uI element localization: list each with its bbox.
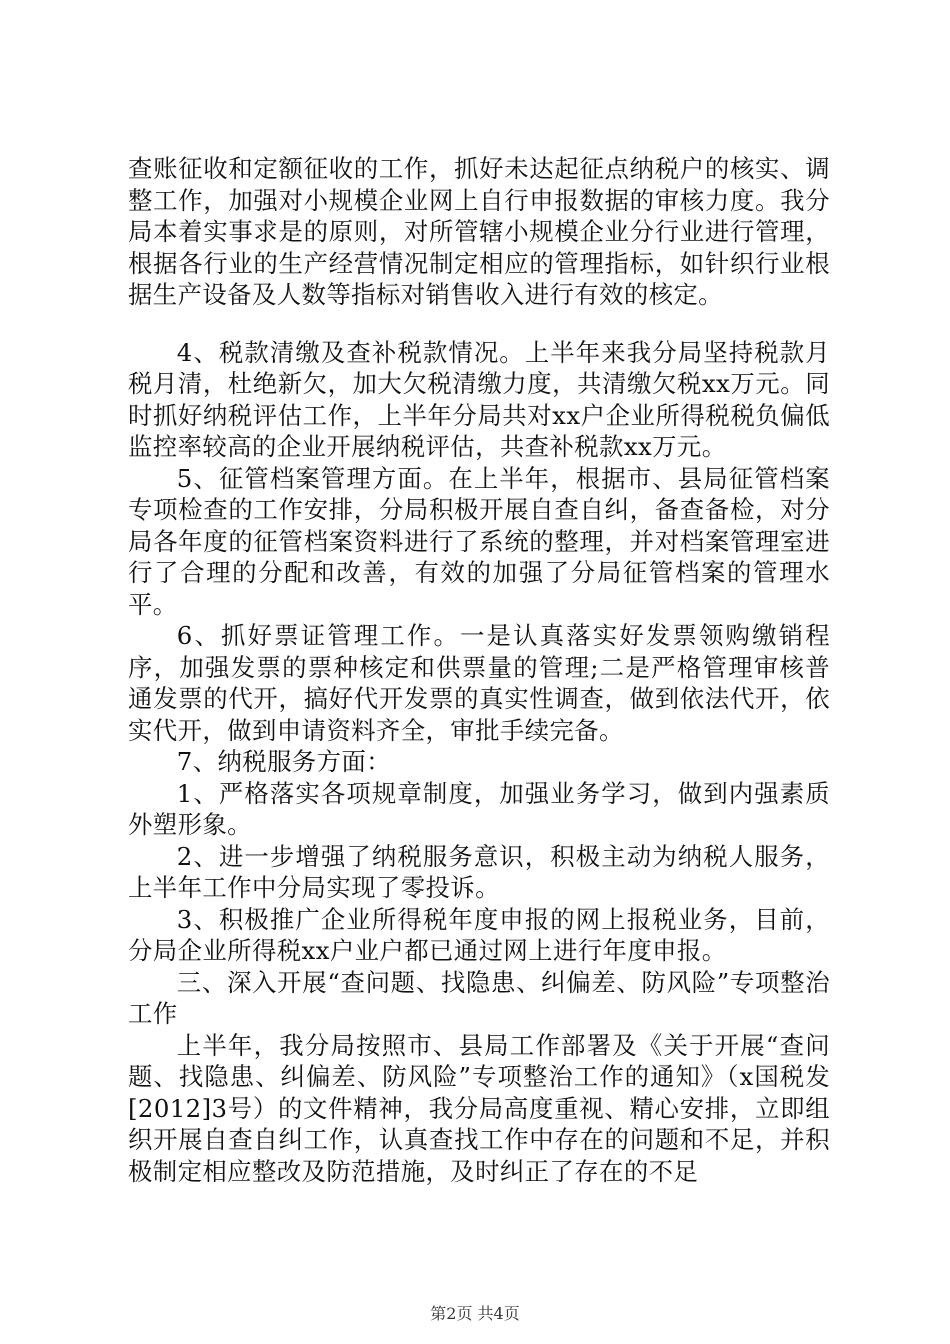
paragraph-gap bbox=[128, 311, 830, 337]
paragraph-continuation: 查账征收和定额征收的工作，抓好未达起征点纳税户的核实、调整工作，加强对小规模企业网上自行申报数据的审核力度。我分局本着实事求是的原则，对所管辖小规模企业分行业进行管理，根据各行业的生产经营情况制定相应的管理指标，如针织行业根据生产设备及人数等指标对销售收入进行有效的核定。 bbox=[128, 154, 830, 309]
paragraph-service-item-1: 1、严格落实各项规章制度，加强业务学习，做到内强素质外塑形象。 bbox=[128, 778, 830, 839]
document-body bbox=[128, 153, 830, 1187]
paragraph-service-item-2: 2、进一步增强了纳税服务意识，积极主动为纳税人服务，上半年工作中分局实现了零投诉。 bbox=[128, 841, 830, 902]
section-heading-rectification: 三、深入开展“查问题、找隐患、纠偏差、防风险”专项整治工作 bbox=[128, 967, 830, 1028]
paragraph-rectification-body: 上半年，我分局按照市、县局工作部署及《关于开展“查问题、找隐患、纠偏差、防风险”专项整治工作的通知》（x国税发[2012]3号）的文件精神，我分局高度重视、精心安排，立即组织开展自查自纠工作，认真查找工作中存在的问题和不足，并积极制定相应整改及防范措施，及时纠正了存在的不足 bbox=[128, 1030, 830, 1186]
page-footer: 第2页 共4页 bbox=[430, 1304, 520, 1323]
paragraph-invoice-management: 6、抓好票证管理工作。一是认真落实好发票领购缴销程序，加强发票的票种核定和供票量的管理;二是严格管理审核普通发票的代开，搞好代开发票的真实性调查，做到依法代开，依实代开，做到申请资料齐全，审批手续完备。 bbox=[128, 621, 830, 745]
paragraph-tax-service-heading: 7、纳税服务方面： bbox=[176, 747, 392, 776]
paragraph-service-item-3: 3、积极推广企业所得税年度申报的网上报税业务，目前，分局企业所得税xx户业户都已通过网上进行年度申报。 bbox=[128, 904, 830, 965]
paragraph-archive-management: 5、征管档案管理方面。在上半年，根据市、县局征管档案专项检查的工作安排，分局积极开展自查自纠，备查备检，对分局各年度的征管档案资料进行了系统的整理，并对档案管理室进行了合理的分配和改善，有效的加强了分局征管档案的管理水平。 bbox=[128, 463, 830, 619]
paragraph-tax-clearance: 4、税款清缴及查补税款情况。上半年来我分局坚持税款月税月清，杜绝新欠，加大欠税清缴力度，共清缴欠税xx万元。同时抓好纳税评估工作，上半年分局共对xx户企业所得税税负偏低监控率较高的企业开展纳税评估，共查补税款xx万元。 bbox=[128, 337, 830, 461]
